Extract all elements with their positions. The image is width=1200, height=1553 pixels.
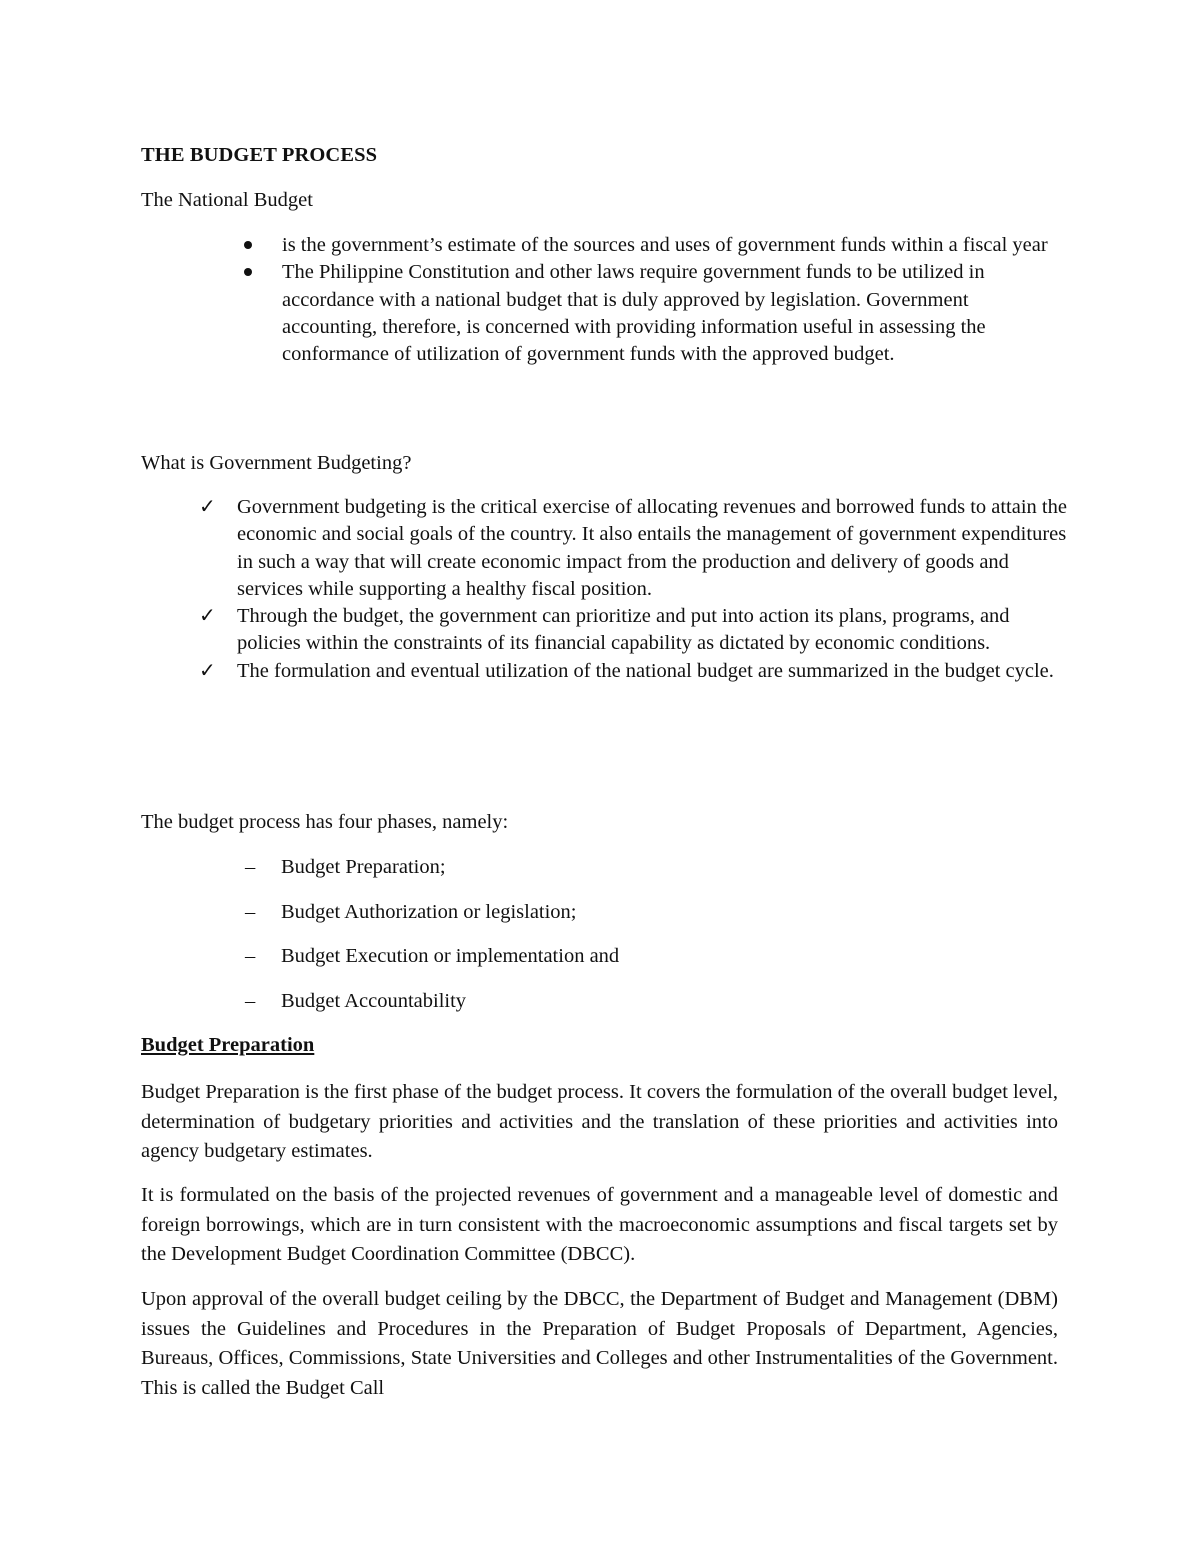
check-item	[199, 658, 1067, 685]
bullet-text: The Philippine Constitution and other laws require government funds to be utilized in accordance with a national budget that is duly approved by legislation. Government accounting, therefore, is concerned with providing information useful in assessing the conformance of utilization of government funds with the approved budget.	[282, 261, 986, 366]
checkmark-icon: ✓	[199, 659, 216, 682]
check-text: The formulation and eventual utilization of the national budget are summarized in the budget cycle.	[237, 659, 1054, 682]
national-budget-bullet-list	[282, 232, 1062, 368]
phase-text: Budget Accountability	[281, 990, 467, 1012]
government-budgeting-check-list	[199, 494, 1067, 685]
phase-text: Budget Execution or implementation and	[281, 945, 620, 967]
checkmark-icon: ✓	[199, 496, 216, 518]
budget-preparation-paragraph: Budget Preparation is the first phase of the budget process. It covers the formulation of the overall budget level, determination of budgetary priorities and activities and the translation of these priorities and activities into agency budgetary estimates.	[141, 1081, 1058, 1163]
phase-item	[245, 945, 619, 968]
bullet-dot-icon	[244, 241, 252, 249]
national-budget-heading: The National Budget	[141, 189, 313, 211]
phases-intro: The budget process has four phases, namely:	[141, 811, 509, 833]
budget-preparation-heading: Budget Preparation	[141, 1034, 315, 1056]
dash-icon: –	[245, 901, 256, 923]
check-text: Through the budget, the government can prioritize and put into action its plans, programs, and policies within the constraints of its financial capability as dictated by economic conditions.	[237, 605, 1010, 655]
phase-text: Budget Preparation;	[281, 856, 446, 878]
budget-preparation-paragraph: It is formulated on the basis of the projected revenues of government and a manageable level of domestic and foreign borrowings, which are in turn consistent with the macroeconomic assumptions and fiscal targets set by the Development Budget Coordination Committee (DBCC).	[141, 1184, 1058, 1266]
phase-text: Budget Authorization or legislation;	[281, 901, 577, 923]
bullet-text: is the government’s estimate of the sources and uses of government funds within a fiscal year	[282, 234, 1048, 256]
bullet-dot-icon	[244, 268, 252, 276]
checkmark-icon: ✓	[199, 605, 216, 628]
budget-preparation-paragraph: Upon approval of the overall budget ceiling by the DBCC, the Department of Budget and Management (DBM) issues the Guidelines and Procedures in the Preparation of Budget Proposals of Department, Agencies, Bureaus, Offices, Commissions, State Universities and Colleges and other Instrumentalities of the Government. This is called the Budget Call	[141, 1288, 1058, 1399]
bullet-item	[282, 232, 1062, 259]
check-text: Government budgeting is the critical exercise of allocating revenues and borrowed funds to attain the economic and social goals of the country. It also entails the management of government expenditures in such a way that will create economic impact from the production and delivery of goods and services while supporting a healthy fiscal position.	[237, 496, 1067, 600]
dash-icon: –	[245, 856, 256, 878]
dash-icon: –	[245, 945, 256, 967]
bullet-item	[282, 259, 1062, 368]
document-title: THE BUDGET PROCESS	[141, 144, 378, 166]
check-item	[199, 494, 1067, 603]
phase-item	[245, 856, 446, 879]
phase-item	[245, 990, 466, 1013]
government-budgeting-heading: What is Government Budgeting?	[141, 452, 412, 474]
dash-icon: –	[245, 990, 256, 1012]
check-item	[199, 603, 1067, 658]
phase-item	[245, 901, 577, 924]
